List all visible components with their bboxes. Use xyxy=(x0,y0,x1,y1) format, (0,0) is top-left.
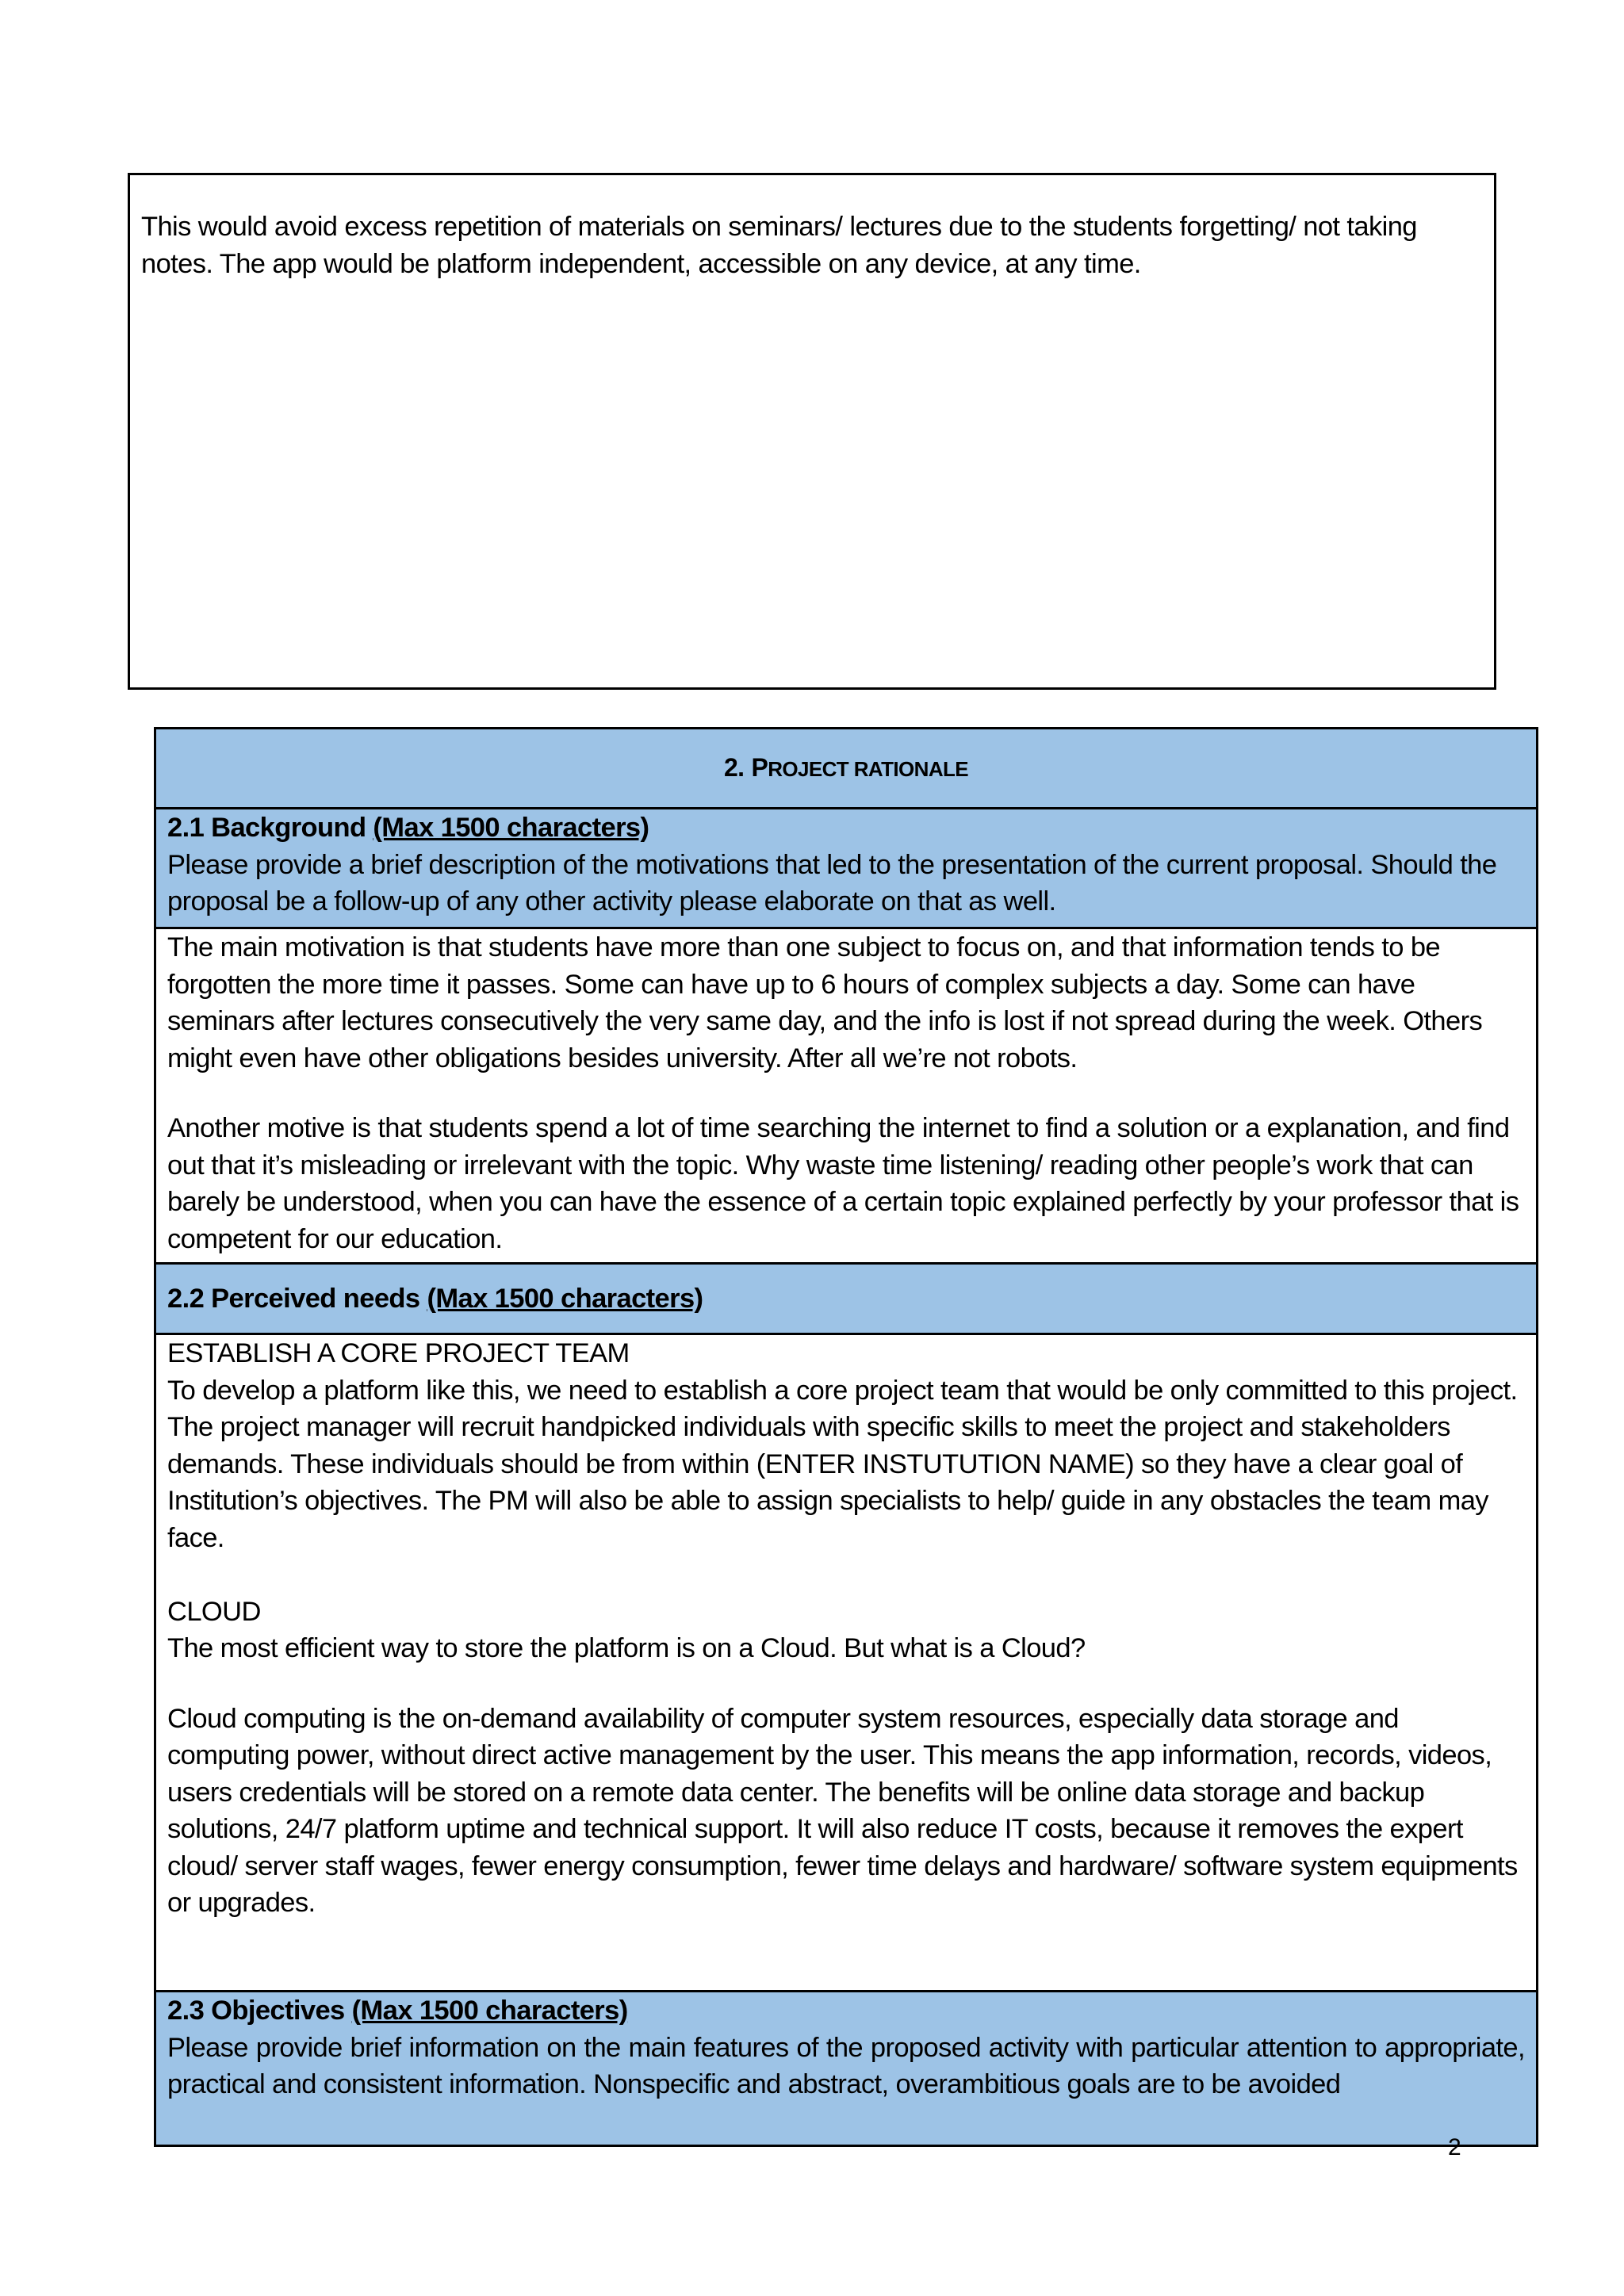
background-prompt: Please provide a brief description of the motivations that led to the presentation of the current proposal. Should the proposal be a follow-up of any other activity please elaborate on that as well. xyxy=(167,849,1497,916)
needs-label: 2.2 Perceived needs xyxy=(167,1283,420,1314)
summary-text: This would avoid excess repetition of materials on seminars/ lectures due to the students forgetting/ not taking notes. The app would be platform independent, accessible on any device, at any time. xyxy=(141,212,1417,279)
background-paragraph-1: The main motivation is that students have more than one subject to focus on, and that information tends to be forgotten the more time it passes. Some can have up to 6 hours of complex subjects a day. Some can have seminars after lectures consecutively the very same day, and the info is lost if not spread during the week. Others might even have other obligations besides university. After all we’re not robots. xyxy=(167,932,1483,1073)
needs-heading-cloud: CLOUD xyxy=(167,1596,261,1627)
background-answer-cell xyxy=(155,928,1538,1264)
background-paragraph-2: Another motive is that students spend a lot of time searching the internet to find a solution or a explanation, and find out that it’s misleading or irrelevant with the topic. Why waste time listening/ reading other people’s work that can barely be understood, when you can have the essence of a certain topic explained perfectly by your professor that is competent for our education. xyxy=(167,1113,1519,1254)
needs-paragraph-3: The most efficient way to store the platform is on a Cloud. But what is a Cloud? xyxy=(167,1633,1086,1663)
background-heading: 2.1 Background (Max 1500 characters) xyxy=(167,813,649,843)
needs-header-cell xyxy=(155,1264,1538,1334)
needs-paragraph-1: To develop a platform like this, we need to establish a core project team that would be only committed to this project. xyxy=(167,1375,1518,1406)
needs-answer-cell xyxy=(155,1334,1538,1992)
objectives-limit: (Max 1500 characters) xyxy=(351,1996,628,2026)
project-rationale-table xyxy=(154,727,1538,2147)
summary-box xyxy=(128,173,1496,690)
needs-limit: (Max 1500 characters) xyxy=(427,1283,703,1314)
objectives-prompt: Please provide brief information on the main features of the proposed activity with particular attention to appropriate, practical and consistent information. Nonspecific and abstract, overambitious goals are to be avoided xyxy=(167,2032,1525,2099)
section-title: 2. PROJECT RATIONALE xyxy=(723,752,969,782)
needs-heading-team: ESTABLISH A CORE PROJECT TEAM xyxy=(167,1338,630,1368)
objectives-heading: 2.3 Objectives (Max 1500 characters) xyxy=(167,1996,628,2026)
page-number: 2 xyxy=(1448,2134,1461,2160)
section-title-cell xyxy=(155,729,1538,809)
objectives-header-cell xyxy=(155,1992,1538,2146)
needs-paragraph-2: The project manager will recruit handpicked individuals with specific skills to meet the project and stakeholders demands. These individuals should be from within (ENTER INSTUTUTION NAME) so they have a clear goal of Institution’s objectives. The PM will also be able to assign specialists to help/ guide in any obstacles the team may face. xyxy=(167,1412,1488,1553)
blank-line xyxy=(167,1556,1525,1594)
background-limit: (Max 1500 characters) xyxy=(373,813,649,843)
needs-paragraph-4: Cloud computing is the on-demand availability of computer system resources, especially data storage and computing power, without direct active management by the user. This means the app information, records, videos, users credentials will be stored on a remote data center. The benefits will be online data storage and backup solutions, 24/7 platform uptime and technical support. It will also reduce IT costs, because it removes the expert cloud/ server staff wages, fewer energy consumption, fewer time delays and hardware/ software system equipments or upgrades. xyxy=(167,1703,1518,1918)
background-header-cell xyxy=(155,809,1538,928)
